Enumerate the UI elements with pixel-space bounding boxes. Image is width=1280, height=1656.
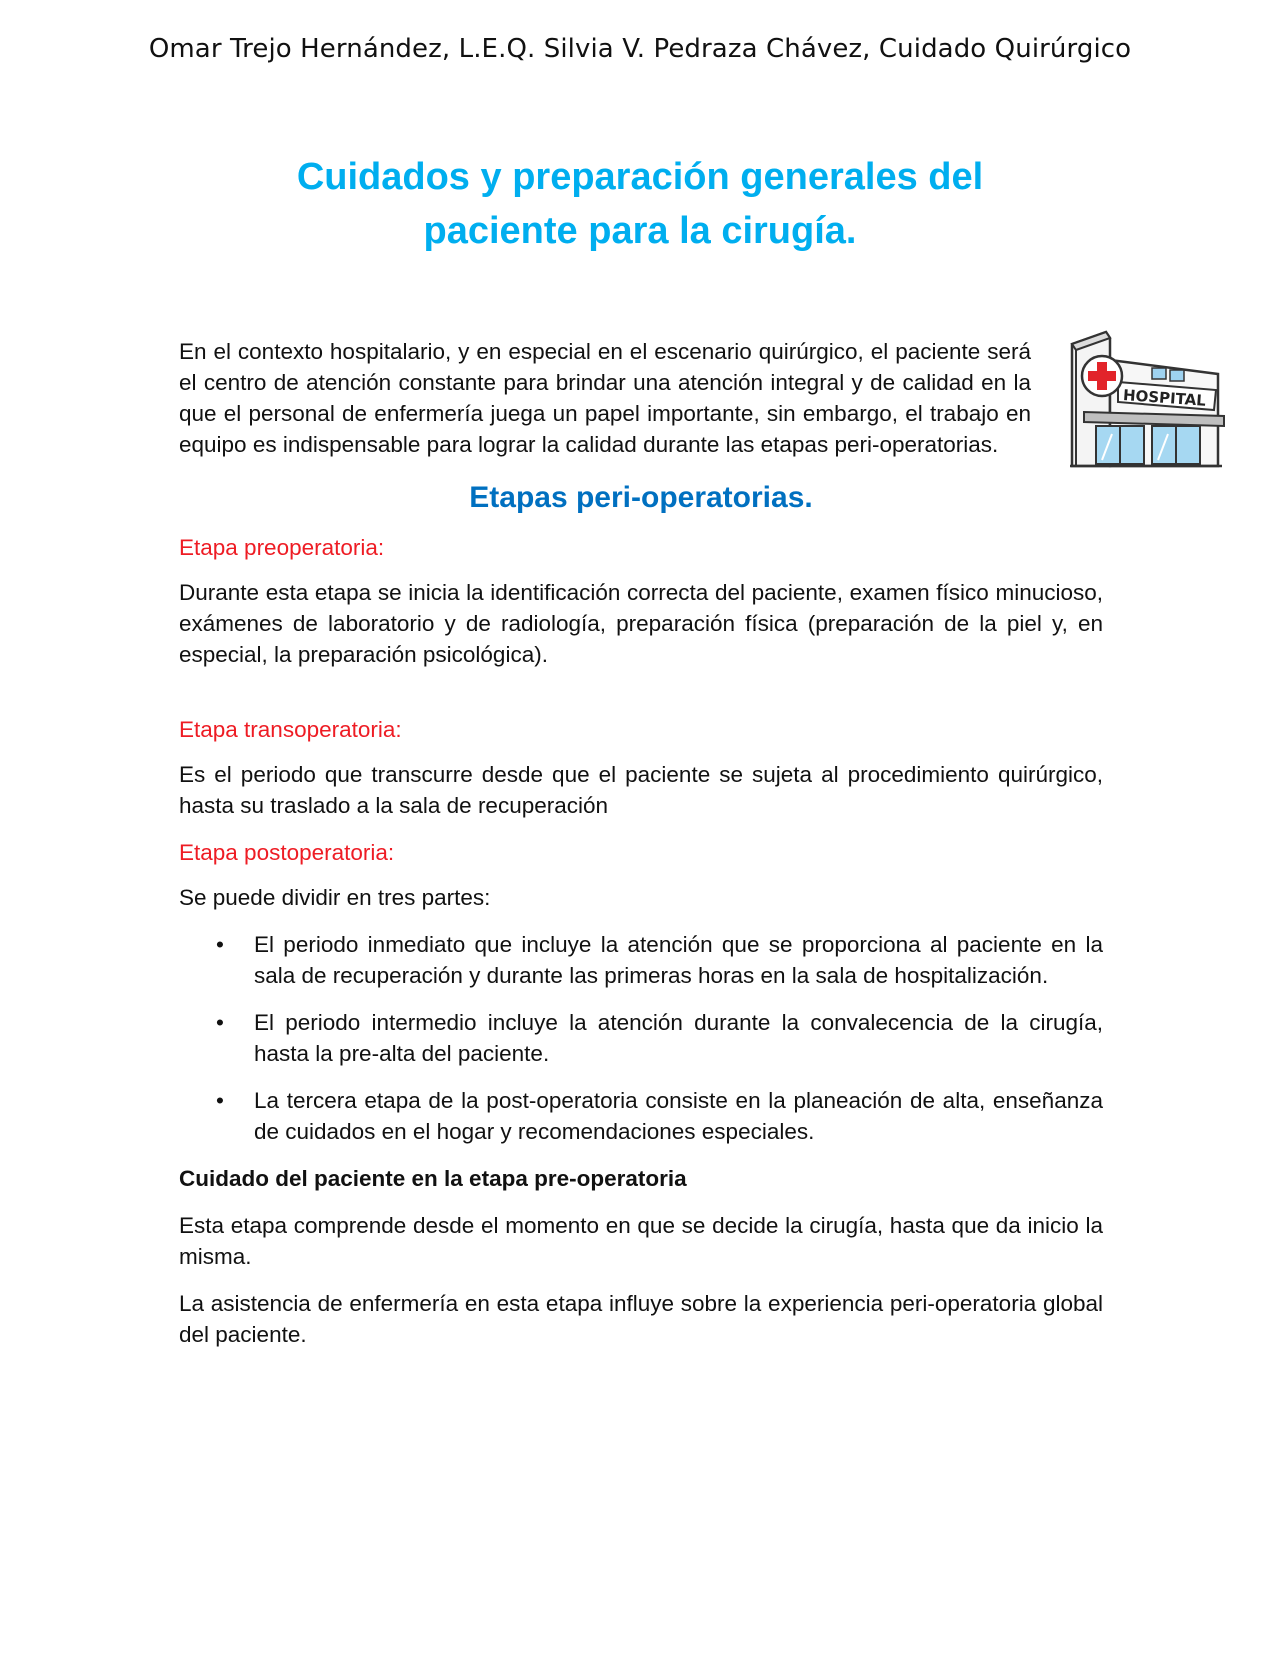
list-item-text: La tercera etapa de la post-operatoria consiste en la planeación de alta, enseñanza de cuidados en el hogar y recomendaciones especiales. <box>254 1088 1103 1144</box>
list-item <box>179 1007 1103 1069</box>
intro-section <box>179 336 1207 460</box>
stage-label-post: Etapa postoperatoria: <box>179 840 395 865</box>
bullet-icon: • <box>216 1010 224 1035</box>
stage-label-pre: Etapa preoperatoria: <box>179 535 385 560</box>
care-paragraph-2: La asistencia de enfermería en esta etapa influye sobre la experiencia peri-operatoria global del paciente. <box>179 1291 1103 1347</box>
document-title <box>200 150 1080 258</box>
list-item-text: El periodo intermedio incluye la atención durante la convalecencia de la cirugía, hasta la pre-alta del paciente. <box>254 1010 1103 1066</box>
hospital-illustration <box>1066 330 1226 468</box>
bullet-icon: • <box>216 932 224 957</box>
stage-text-pre: Durante esta etapa se inicia la identificación correcta del paciente, examen físico minucioso, exámenes de laboratorio y de radiología, preparación física (preparación de la piel y, en especial, la preparación psicológica). <box>179 580 1103 667</box>
care-paragraph-1: Esta etapa comprende desde el momento en que se decide la cirugía, hasta que da inicio la misma. <box>179 1213 1103 1269</box>
bullet-icon: • <box>216 1088 224 1113</box>
section-title: Etapas peri-operatorias. <box>469 481 813 514</box>
document-body <box>179 336 1207 1366</box>
document-header: Omar Trejo Hernández, L.E.Q. Silvia V. Pedraza Chávez, Cuidado Quirúrgico <box>148 34 1132 64</box>
list-item <box>179 1085 1103 1147</box>
stage-text-trans: Es el periodo que transcurre desde que el paciente se sujeta al procedimiento quirúrgico, hasta su traslado a la sala de recuperación <box>179 762 1103 818</box>
intro-paragraph: En el contexto hospitalario, y en especial en el escenario quirúrgico, el paciente será el centro de atención constante para brindar una atención integral y de calidad en la que el personal de enfermería juega un papel importante, sin embargo, el trabajo en equipo es indispensable para lograr la calidad durante las etapas peri-operatorias. <box>179 339 1031 457</box>
stage-label-trans: Etapa transoperatoria: <box>179 717 402 742</box>
list-item <box>179 929 1103 991</box>
title-line-2: paciente para la cirugía. <box>423 210 857 252</box>
stage-text-post-intro: Se puede dividir en tres partes: <box>179 885 491 910</box>
hospital-sign-text: HOSPITAL <box>1122 386 1207 410</box>
title-line-1: Cuidados y preparación generales del <box>296 156 984 198</box>
postop-list <box>179 929 1103 1147</box>
list-item-text: El periodo inmediato que incluye la atención que se proporciona al paciente en la sala de recuperación y durante las primeras horas en la sala de hospitalización. <box>254 932 1103 988</box>
care-heading: Cuidado del paciente en la etapa pre-operatoria <box>179 1166 687 1191</box>
